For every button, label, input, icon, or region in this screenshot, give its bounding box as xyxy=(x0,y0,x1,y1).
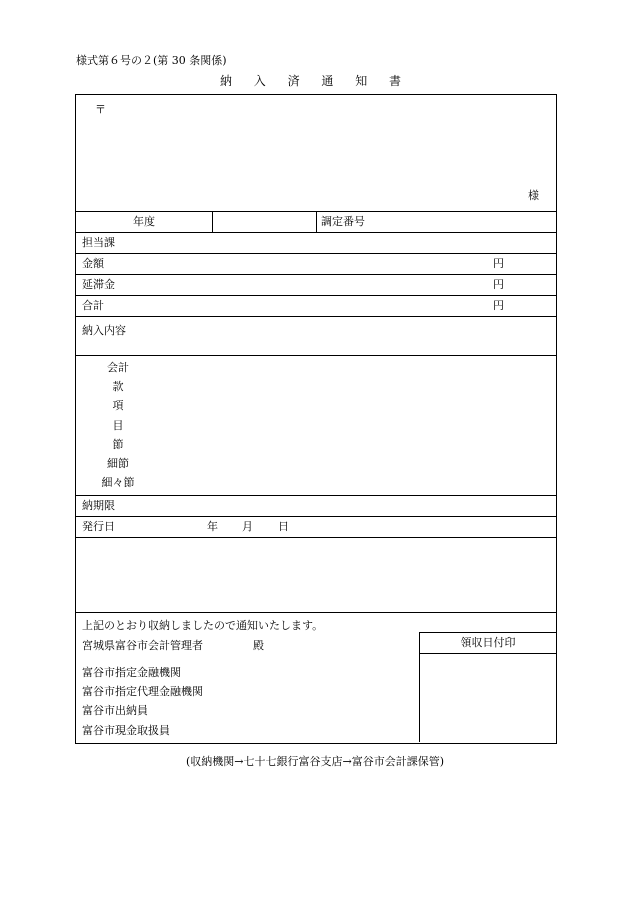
issue-date-label: 発行日 xyxy=(82,520,115,533)
classification-item: 項 xyxy=(112,399,124,412)
classification-item: 節 xyxy=(112,438,124,451)
issue-day-label: 日 xyxy=(278,520,289,533)
document-title: 納 入 済 通 知 書 xyxy=(219,74,411,88)
late-fee-label: 延滞金 xyxy=(82,278,115,291)
department-label: 担当課 xyxy=(82,236,115,249)
title-container xyxy=(0,72,630,89)
fiscal-year-field[interactable] xyxy=(213,212,316,232)
divider-total xyxy=(76,316,556,317)
institution-item: 富谷市現金取扱員 xyxy=(82,724,170,737)
divider-issue xyxy=(76,537,556,538)
recipient-honorific: 殿 xyxy=(253,639,264,652)
issue-year-label: 年 xyxy=(207,520,218,533)
form-number: 様式第６号の２(第 30 条関係) xyxy=(76,54,227,67)
institution-item: 富谷市指定代理金融機関 xyxy=(82,685,203,698)
divider-fiscal xyxy=(76,232,556,233)
fiscal-col-2 xyxy=(316,211,317,232)
divider-late-fee xyxy=(76,295,556,296)
classification-item: 細々節 xyxy=(101,476,135,489)
divider-classification xyxy=(76,495,556,496)
deadline-label: 納期限 xyxy=(82,499,115,512)
divider-content xyxy=(76,355,556,356)
receipt-stamp-label: 領収日付印 xyxy=(460,636,516,649)
divider-deadline xyxy=(76,516,556,517)
institution-item: 富谷市指定金融機関 xyxy=(82,666,181,679)
divider-amount xyxy=(76,274,556,275)
assessment-number-label: 調定番号 xyxy=(321,215,365,228)
stamp-box-top xyxy=(419,632,556,633)
divider-notes xyxy=(76,612,556,613)
total-unit: 円 xyxy=(493,299,504,312)
institution-item: 富谷市出納員 xyxy=(82,704,148,717)
postal-mark: 〒 xyxy=(95,103,106,116)
classification-item: 細節 xyxy=(107,457,129,470)
receipt-stamp-area[interactable] xyxy=(420,654,556,742)
issue-month-label: 月 xyxy=(242,520,253,533)
routing-note: (収納機関→七十七銀行富谷支店→富谷市会計課保管) xyxy=(185,755,444,768)
divider-department xyxy=(76,253,556,254)
payment-content-label: 納入内容 xyxy=(82,324,126,337)
routing-note-container xyxy=(0,753,630,769)
classification-item: 款 xyxy=(112,380,124,393)
addressee-honorific: 様 xyxy=(528,189,539,202)
late-fee-unit: 円 xyxy=(493,278,504,291)
amount-label: 金額 xyxy=(82,257,104,270)
recipient-name: 宮城県富谷市会計管理者 xyxy=(82,639,203,652)
classification-item: 会計 xyxy=(107,361,129,374)
fiscal-year-label: 年度 xyxy=(133,215,155,228)
total-label: 合計 xyxy=(82,299,104,312)
classification-item: 目 xyxy=(112,419,124,432)
amount-unit: 円 xyxy=(493,257,504,270)
notice-text: 上記のとおり収納しましたので通知いたします。 xyxy=(82,619,324,632)
